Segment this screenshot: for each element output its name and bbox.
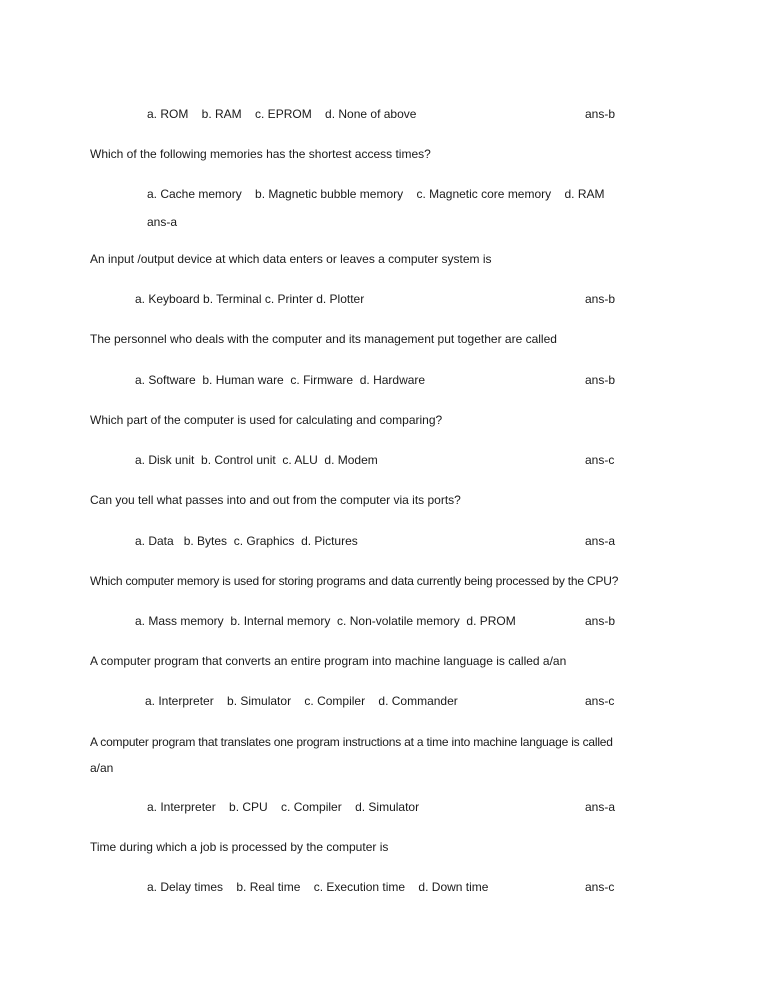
- answer-options: a. Disk unit b. Control unit c. ALU d. Modem: [135, 453, 378, 467]
- question-text: An input /output device at which data enters or leaves a computer system is: [90, 252, 492, 266]
- answer-options: a. Keyboard b. Terminal c. Printer d. Plotter: [135, 292, 365, 306]
- question-text: Which computer memory is used for storing programs and data currently being processed by the CPU?: [90, 574, 619, 588]
- question-text: Can you tell what passes into and out from the computer via its ports?: [90, 493, 461, 507]
- question-text: A computer program that converts an entire program into machine language is called a/an: [90, 654, 567, 668]
- answer-key: ans-b: [585, 292, 616, 306]
- answer-options: a. Cache memory b. Magnetic bubble memory c. Magnetic core memory d. RAM: [147, 187, 605, 201]
- answer-options: a. Data b. Bytes c. Graphics d. Pictures: [135, 534, 358, 548]
- answer-options: a. Interpreter b. CPU c. Compiler d. Simulator: [147, 800, 420, 814]
- answer-key: ans-a: [585, 800, 616, 814]
- answer-key: ans-c: [585, 694, 615, 708]
- question-text: Which of the following memories has the shortest access times?: [90, 147, 431, 161]
- answer-options: a. Mass memory b. Internal memory c. Non-volatile memory d. PROM: [135, 614, 516, 628]
- answer-key: ans-a: [585, 534, 616, 548]
- answer-key: ans-b: [585, 614, 616, 628]
- question-text-continued: a/an: [90, 761, 114, 775]
- answer-key: ans-b: [585, 373, 616, 387]
- answer-options: a. ROM b. RAM c. EPROM d. None of above: [147, 107, 417, 121]
- question-text: Time during which a job is processed by the computer is: [90, 840, 389, 854]
- answer-options: a. Delay times b. Real time c. Execution time d. Down time: [147, 880, 489, 894]
- question-text: A computer program that translates one program instructions at a time into machine language is called: [90, 735, 613, 749]
- answer-key: ans-a: [147, 215, 178, 229]
- answer-key: ans-c: [585, 453, 615, 467]
- question-text: Which part of the computer is used for calculating and comparing?: [90, 413, 443, 427]
- answer-options: a. Interpreter b. Simulator c. Compiler d. Commander: [145, 694, 458, 708]
- answer-key: ans-c: [585, 880, 615, 894]
- answer-options: a. Software b. Human ware c. Firmware d. Hardware: [135, 373, 426, 387]
- answer-key: ans-b: [585, 107, 616, 121]
- question-text: The personnel who deals with the computer and its management put together are called: [90, 332, 557, 346]
